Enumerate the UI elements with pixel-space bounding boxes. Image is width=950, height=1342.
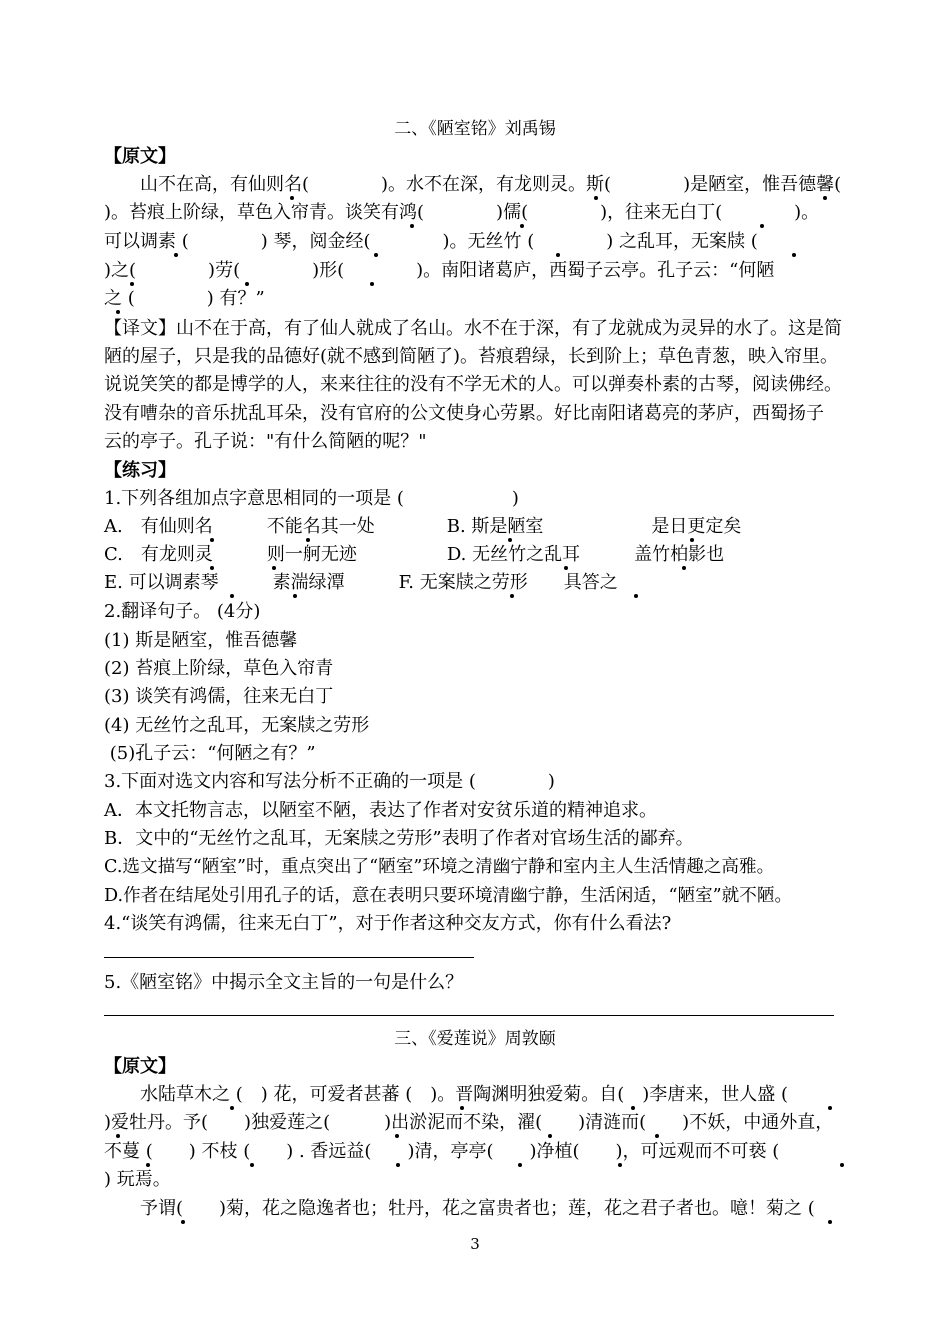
emphasis-dot <box>460 1106 464 1110</box>
emphasis-dot <box>306 538 310 542</box>
question-2-item: (1) 斯是陋室，惟吾德馨 <box>104 630 298 651</box>
question-4: 4.“谈笑有鸿儒，往来无白丁”，对于作者这种交友方式，你有什么看法? <box>104 913 672 934</box>
emphasis-dot <box>548 1134 552 1138</box>
original-text-heading: 【原文】 <box>104 146 176 167</box>
question-2: 2.翻译句子。 (4分) <box>104 601 261 622</box>
emphasis-dot <box>760 224 764 228</box>
emphasis-dot <box>250 1163 254 1167</box>
emphasis-dot <box>823 196 827 200</box>
emphasis-dot <box>370 282 374 286</box>
question-2-item: (4) 无丝竹之乱耳，无案牍之劳形 <box>104 715 370 736</box>
translation-line: 说说笑笑的都是博学的人，来来往往的没有不学无术的人。可以弹奏朴素的古琴，阅读佛经。 <box>104 374 842 395</box>
emphasis-dot <box>594 196 598 200</box>
question-1-options-ab: A. 有仙则名 不能名其一处 B. 斯是陋室 是日更定矣 <box>104 516 742 537</box>
question-2-item: (3) 谈笑有鸿儒，往来无白丁 <box>104 686 334 707</box>
emphasis-dot <box>634 594 638 598</box>
emphasis-dot <box>510 594 514 598</box>
translation-line: 陋的屋子，只是我的品德好(就不感到简陋了)。苔痕碧绿，长到阶上；草色青葱，映入帘里。 <box>104 346 839 367</box>
emphasis-dot <box>564 566 568 570</box>
original-text-line: 水陆草木之 ( ) 花，可爱者甚蕃 ( )。晋陶渊明独爱菊。自( )李唐来，世人盛 ( <box>104 1084 789 1105</box>
section-title-loushiming: 二、《陋室铭》刘禹锡 <box>394 119 556 139</box>
question-1: 1.下列各组加点字意思相同的一项是 ( ) <box>104 488 519 509</box>
original-text-line: )。苔痕上阶绿，草色入帘青。谈笑有鸿( )儒( )，往来无白丁( )。 <box>104 202 820 223</box>
emphasis-dot <box>174 253 178 257</box>
original-text-line: )之( )劳( )形( )。南阳诸葛庐，西蜀子云亭。孔子云：“何陋 <box>104 260 775 281</box>
emphasis-dot <box>690 538 694 542</box>
emphasis-dot <box>374 253 378 257</box>
original-text-line: 予谓( )菊，花之隐逸者也；牡丹，花之富贵者也；莲，花之君子者也。噫！菊之 ( <box>104 1198 815 1219</box>
emphasis-dot <box>631 1106 635 1110</box>
answer-line <box>104 957 474 958</box>
question-3-option: C.选文描写“陋室”时，重点突出了“陋室”环境之清幽宁静和室内主人生活情趣之高雅。 <box>104 857 775 877</box>
emphasis-dot <box>655 1134 659 1138</box>
emphasis-dot <box>116 310 120 314</box>
page-number: 3 <box>470 1235 480 1253</box>
question-2-item: (2) 苔痕上阶绿，草色入帘青 <box>104 658 334 679</box>
emphasis-dot <box>682 566 686 570</box>
question-1-options-ef: E. 可以调素琴 素湍绿潭 F. 无案牍之劳形 具答之 <box>104 572 618 593</box>
emphasis-dot <box>146 1163 150 1167</box>
question-5: 5.《陋室铭》中揭示全文主旨的一句是什么？ <box>104 972 464 993</box>
original-text-line: 山不在高，有仙则名( )。水不在深，有龙则灵。斯( )是陋室，惟吾德馨( <box>104 174 842 195</box>
emphasis-dot <box>410 224 414 228</box>
emphasis-dot <box>210 566 214 570</box>
answer-line <box>104 1015 834 1016</box>
emphasis-dot <box>518 1163 522 1167</box>
emphasis-dot <box>395 1134 399 1138</box>
emphasis-dot <box>230 594 234 598</box>
original-text-line: 可以调素 ( ) 琴，阅金经( )。无丝竹 ( ) 之乱耳，无案牍 ( <box>104 231 758 252</box>
question-2-item: (5)孔子云：“何陋之有？” <box>104 743 316 764</box>
question-3-option: A．本文托物言志，以陋室不陋，表达了作者对安贫乐道的精神追求。 <box>104 800 657 821</box>
original-text-line: 不蔓 ( ) 不枝 ( ) . 香远益( )清，亭亭( )净植( )，可远观而不可亵 ( <box>104 1141 780 1162</box>
emphasis-dot <box>828 1106 832 1110</box>
emphasis-dot <box>520 224 524 228</box>
original-text-line: ) 玩焉。 <box>104 1169 171 1190</box>
emphasis-dot <box>290 196 294 200</box>
emphasis-dot <box>618 1163 622 1167</box>
emphasis-dot <box>293 594 297 598</box>
emphasis-dot <box>230 1106 234 1110</box>
question-3: 3.下面对选文内容和写法分析不正确的一项是 ( ) <box>104 771 555 792</box>
emphasis-dot <box>840 1163 844 1167</box>
emphasis-dot <box>556 253 560 257</box>
emphasis-dot <box>130 282 134 286</box>
emphasis-dot <box>210 538 214 542</box>
question-1-options-cd: C. 有龙则灵 则一舸无迹 D. 无丝竹之乱耳 盖竹柏影也 <box>104 544 725 565</box>
emphasis-dot <box>508 538 512 542</box>
original-text-heading: 【原文】 <box>104 1056 176 1077</box>
translation-line: 云的亭子。孔子说："有什么简陋的呢？" <box>104 431 427 452</box>
section-title-ailianshuo: 三、《爱莲说》周敦颐 <box>394 1029 556 1049</box>
translation-line: 【译文】山不在于高，有了仙人就成了名山。水不在于深，有了龙就成为灵异的水了。这是简 <box>104 318 842 339</box>
emphasis-dot <box>116 1134 120 1138</box>
question-3-option: B．文中的“无丝竹之乱耳，无案牍之劳形”表明了作者对官场生活的鄙弃。 <box>104 828 694 849</box>
emphasis-dot <box>396 1163 400 1167</box>
emphasis-dot <box>181 1220 185 1224</box>
translation-line: 没有嘈杂的音乐扰乱耳朵，没有官府的公文使身心劳累。好比南阳诸葛亮的茅庐，西蜀扬子 <box>104 403 824 424</box>
emphasis-dot <box>272 566 276 570</box>
emphasis-dot <box>792 253 796 257</box>
original-text-line: )爱牡丹。予( )独爱莲之( )出淤泥而不染，濯( )清涟而( )不妖，中通外直， <box>104 1112 834 1133</box>
original-text-line: 之 ( ) 有？” <box>104 288 265 309</box>
practice-heading: 【练习】 <box>104 460 176 481</box>
emphasis-dot <box>245 282 249 286</box>
question-3-option: D.作者在结尾处引用孔子的话，意在表明只要环境清幽宁静，生活闲适，“陋室”就不陋。 <box>104 886 793 906</box>
emphasis-dot <box>828 1220 832 1224</box>
